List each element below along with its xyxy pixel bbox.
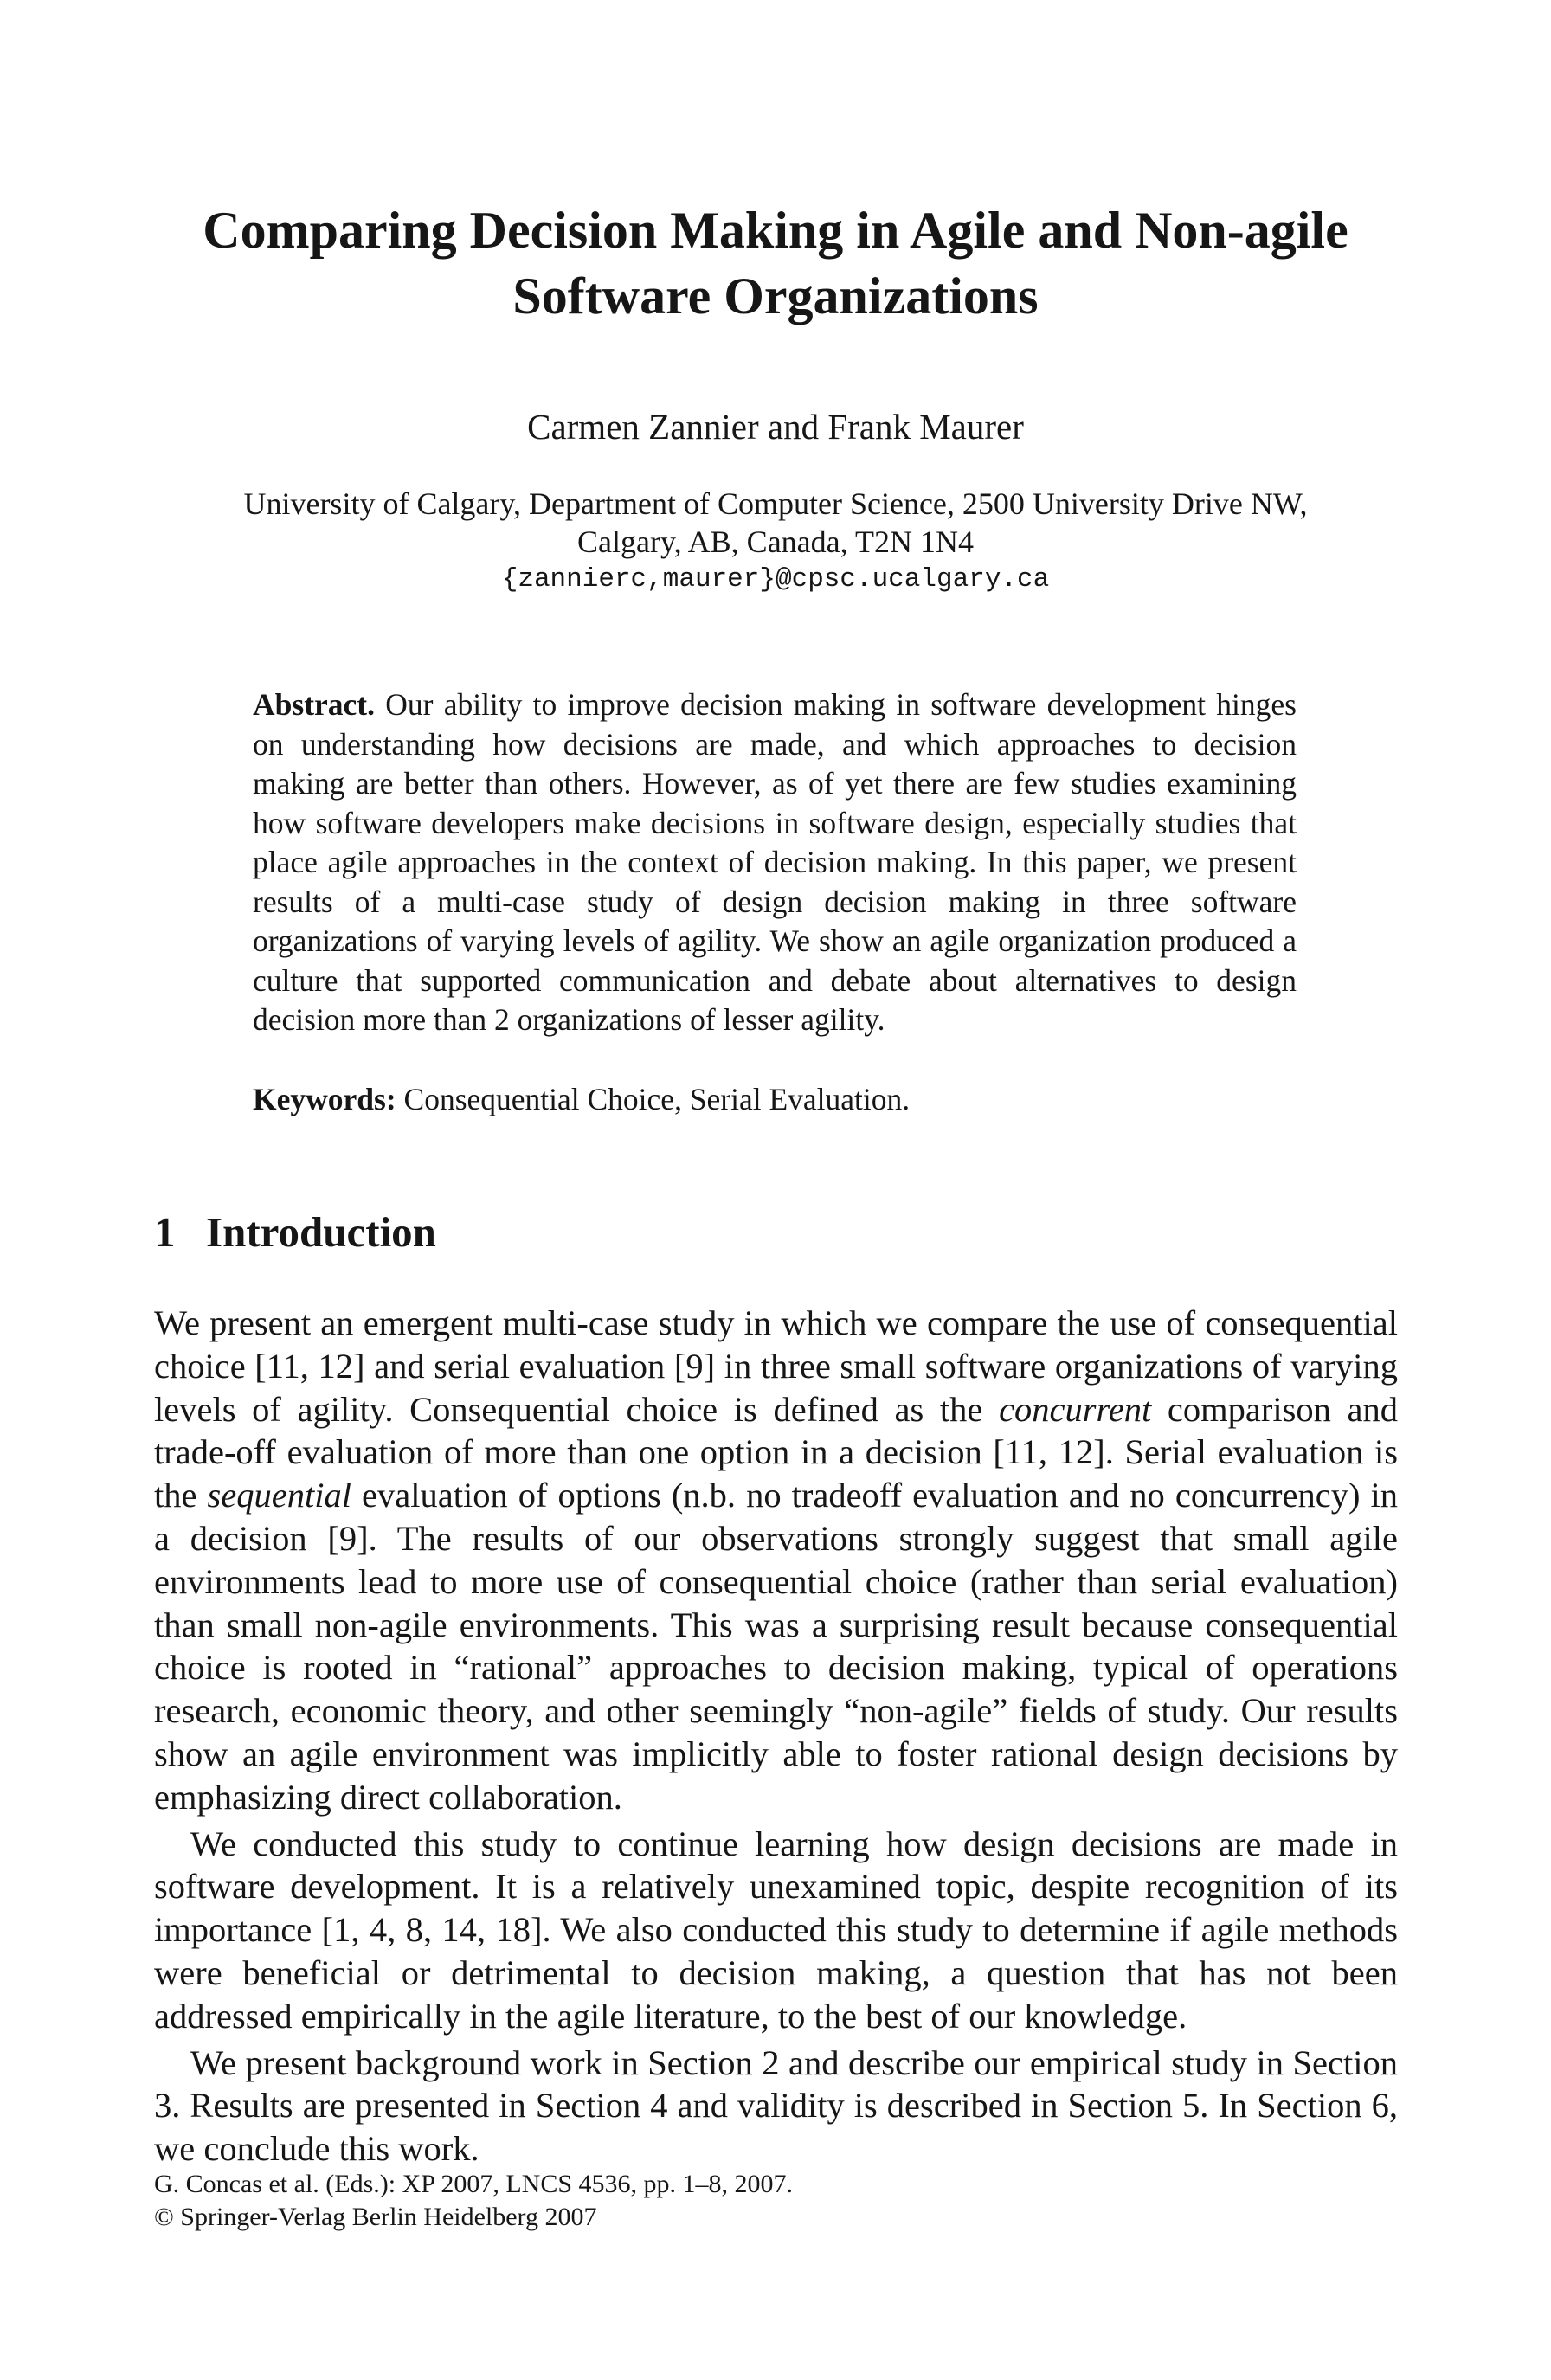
abstract-label: Abstract. xyxy=(253,687,375,722)
paragraph-1 xyxy=(154,1302,1398,1819)
affiliation-line-1: University of Calgary, Department of Computer Science, 2500 University Drive NW, xyxy=(243,486,1308,521)
keywords-label: Keywords: xyxy=(253,1082,396,1116)
keywords-text: Consequential Choice, Serial Evaluation. xyxy=(403,1082,911,1116)
author-email: {zannierc,maurer}@cpsc.ucalgary.ca xyxy=(501,564,1050,595)
title-line-2: Software Organizations xyxy=(512,267,1039,325)
citation-line: G. Concas et al. (Eds.): XP 2007, LNCS 4536, pp. 1–8, 2007. xyxy=(154,2170,794,2198)
affiliation-line-2: Calgary, AB, Canada, T2N 1N4 xyxy=(577,524,974,559)
authors: Carmen Zannier and Frank Maurer xyxy=(527,407,1024,447)
title-line-1: Comparing Decision Making in Agile and Non-agile xyxy=(203,202,1348,259)
paragraph-3: We present background work in Section 2 and describe our empirical study in Section 3. Results are presented in Section 4 and validity is described in Section 5. In Section 6, we conclude this work. xyxy=(154,2042,1398,2169)
abstract xyxy=(253,685,1297,1040)
paragraph-1-emphasis-sequential: sequential xyxy=(207,1476,351,1515)
section-body xyxy=(154,1302,1398,2171)
affiliation xyxy=(0,485,1551,599)
paragraph-1-part-b: comparison and trade-off evaluation of more than one option in a decision [11, 12]. Serial evaluation is the xyxy=(154,1389,1398,1515)
paragraph-1-emphasis-concurrent: concurrent xyxy=(999,1389,1152,1429)
footer xyxy=(154,2168,793,2234)
paragraph-1-part-c: evaluation of options (n.b. no tradeoff evaluation and no concurrency) in a decision [9]. The results of our observations strongly suggest that small agile environments lead to more use of consequential choice (rather than serial evaluation) than small non-agile environments. This was a surprising result because consequential choice is rooted in “rational” approaches to decision making, typical of operations research, economic theory, and other seemingly “non-agile” fields of study. Our results show an agile environment was implicitly able to foster rational design decisions by emphasizing direct collaboration. xyxy=(154,1476,1398,1817)
keywords xyxy=(253,1080,1297,1119)
copyright-line: © Springer-Verlag Berlin Heidelberg 2007 xyxy=(154,2203,597,2231)
paragraph-2: We conducted this study to continue learning how design decisions are made in software development. It is a relatively unexamined topic, despite recognition of its importance [1, 4, 8, 14, 18]. We also conducted this study to determine if agile methods were beneficial or detrimental to decision making, a question that has not been addressed empirically in the agile literature, to the best of our knowledge. xyxy=(154,1824,1398,2036)
section-heading xyxy=(154,1206,436,1258)
section-title: Introduction xyxy=(206,1208,436,1256)
paper-title xyxy=(0,197,1551,329)
paragraph-1-part-a: We present an emergent multi-case study in which we compare the use of consequential choice [11, 12] and serial evaluation [9] in three small software organizations of varying levels of agility. Consequential choice is defined as the xyxy=(154,1303,1398,1429)
section-number: 1 xyxy=(154,1208,176,1256)
abstract-text: Our ability to improve decision making in software development hinges on understanding how decisions are made, and which approaches to decision making are better than others. However, as of yet there are few studies examining how software developers make decisions in software design, especially studies that place agile approaches in the context of decision making. In this paper, we present results of a multi-case study of design decision making in three software organizations of varying levels of agility. We show an agile organization produced a culture that supported communication and debate about alternatives to design decision more than 2 organizations of lesser agility. xyxy=(253,687,1297,1037)
